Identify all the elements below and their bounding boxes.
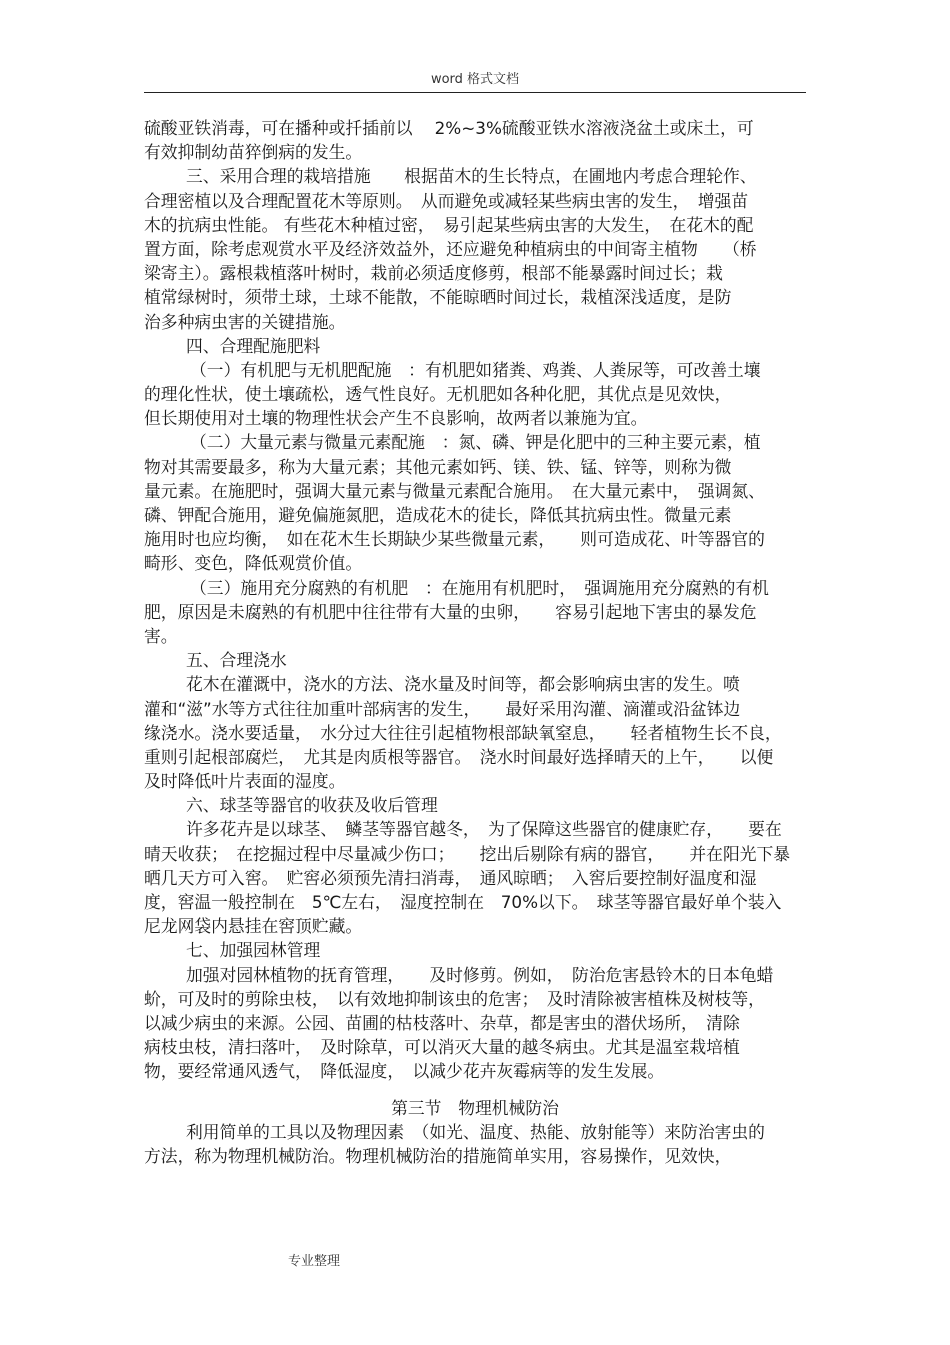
body-line: 畸形、变色，降低观赏价值。 [144,553,363,574]
document-body [144,116,806,1168]
body-line: 置方面，除考虑观赏水平及经济效益外，还应避免种植病虫的中间寄主植物 （桥 [144,238,757,259]
heading-cultivation: 三、采用合理的栽培措施 根据苗木的生长特点，在圃地内考虑合理轮作、 [186,166,757,187]
subheading-organic-inorganic: （一）有机肥与无机肥配施 ：有机肥如猪粪、鸡粪、人粪尿等，可改善土壤 [190,359,761,380]
body-line: 量元素。在施肥时，强调大量元素与微量元素配合施用。 在大量元素中， 强调氮、 [144,480,765,501]
body-line: 晒几天方可入窖。 贮窖必须预先清扫消毒， 通风晾晒； 入窖后要控制好温度和湿 [144,867,757,888]
subheading-composted-manure: （三）施用充分腐熟的有机肥 ：在施用有机肥时， 强调施用充分腐熟的有机 [190,577,769,598]
body-line: 物对其需要最多，称为大量元素；其他元素如钙、镁、铁、锰、锌等，则称为微 [144,456,732,477]
body-line: 治多种病虫害的关键措施。 [144,311,346,332]
body-line: 缘浇水。浇水要适量， 水分过大往往引起植物根部缺氧窒息， 轻者植物生长不良， [144,722,782,743]
body-line: 合理密植以及合理配置花木等原则。 从而避免或减轻某些病虫害的发生， 增强苗 [144,190,749,211]
body-line: 晴天收获； 在挖掘过程中尽量减少伤口； 挖出后剔除有病的器官， 并在阳光下暴 [144,843,791,864]
heading-watering: 五、合理浇水 [186,650,287,671]
body-line: 重则引起根部腐烂， 尤其是肉质根等器官。 浇水时间最好选择晴天的上午， 以便 [144,746,774,767]
body-line: 肥，原因是未腐熟的有机肥中往往带有大量的虫卵， 容易引起地下害虫的暴发危 [144,601,757,622]
heading-bulb-harvest: 六、球茎等器官的收获及收后管理 [186,795,438,816]
section-title: 第三节 物理机械防治 [391,1097,559,1118]
section-spacer [144,1084,806,1096]
heading-garden-management: 七、加强园林管理 [186,940,321,961]
body-line: 磷、钾配合施用，避免偏施氮肥，造成花木的徒长，降低其抗病虫性。微量元素 [144,505,732,525]
body-line: 加强对园林植物的抚育管理， 及时修剪。例如， 防治危害悬铃木的日本龟蜡 [186,964,774,985]
body-line: 度，窖温一般控制在 5℃左右， 湿度控制在 70%以下。 球茎等器官最好单个装入 [144,892,782,912]
body-line: 花木在灌溉中，浇水的方法、浇水量及时间等，都会影响病虫害的发生。喷 [186,674,740,695]
heading-fertilizer: 四、合理配施肥料 [186,335,321,356]
body-line: 利用简单的工具以及物理因素 （如光、温度、热能、放射能等）来防治害虫的 [186,1121,765,1142]
page-header: word 格式文档 [430,72,520,87]
body-line: 以减少病虫的来源。公园、苗圃的枯枝落叶、杂草，都是害虫的潜伏场所， 清除 [144,1012,740,1033]
body-line: 物，要经常通风透气， 降低湿度， 以减少花卉灰霉病等的发生发展。 [144,1061,665,1082]
page-footer: 专业整理 [288,1254,341,1269]
body-line: 灌和“滋”水等方式往往加重叶部病害的发生， 最好采用沟灌、滴灌或沿盆钵边 [144,698,741,719]
body-line: 病枝虫枝，清扫落叶， 及时除草，可以消灭大量的越冬病虫。尤其是温室栽培植 [144,1037,740,1058]
body-line: 的理化性状，使土壤疏松，透气性良好。无机肥如各种化肥，其优点是见效快， [144,384,732,405]
body-line: 及时降低叶片表面的湿度。 [144,771,346,792]
body-line: 许多花卉是以球茎、 鳞茎等器官越冬， 为了保障这些器官的健康贮存， 要在 [186,819,782,840]
body-line: 木的抗病虫性能。 有些花木种植过密， 易引起某些病虫害的大发生， 在花木的配 [144,214,754,235]
body-line: 施用时也应均衡， 如在花木生长期缺少某些微量元素， 则可造成花、叶等器官的 [144,529,765,550]
body-line: 但长期使用对土壤的物理性状会产生不良影响，故两者以兼施为宜。 [144,408,648,429]
header-divider [144,92,806,93]
body-line: 硫酸亚铁消毒，可在播种或扦插前以 2%~3%硫酸亚铁水溶液浇盆土或床土，可 [144,118,754,138]
body-line: 蚧，可及时的剪除虫枝， 以有效地抑制该虫的危害； 及时清除被害植株及树枝等， [144,988,765,1009]
body-line: 植常绿树时，须带土球，土球不能散，不能晾晒时间过长，栽植深浅适度，是防 [144,287,732,308]
body-line: 害。 [144,625,178,646]
subheading-macro-micro: （二）大量元素与微量元素配施 ：氮、磷、钾是化肥中的三种主要元素，植 [190,432,761,453]
body-line: 尼龙网袋内悬挂在窖顶贮藏。 [144,916,363,937]
body-line: 梁寄主）。露根栽植落叶树时，栽前必须适度修剪，根部不能暴露时间过长；栽 [144,263,723,284]
body-line: 有效抑制幼苗猝倒病的发生。 [144,142,363,163]
body-line: 方法，称为物理机械防治。物理机械防治的措施简单实用，容易操作，见效快， [144,1145,732,1166]
